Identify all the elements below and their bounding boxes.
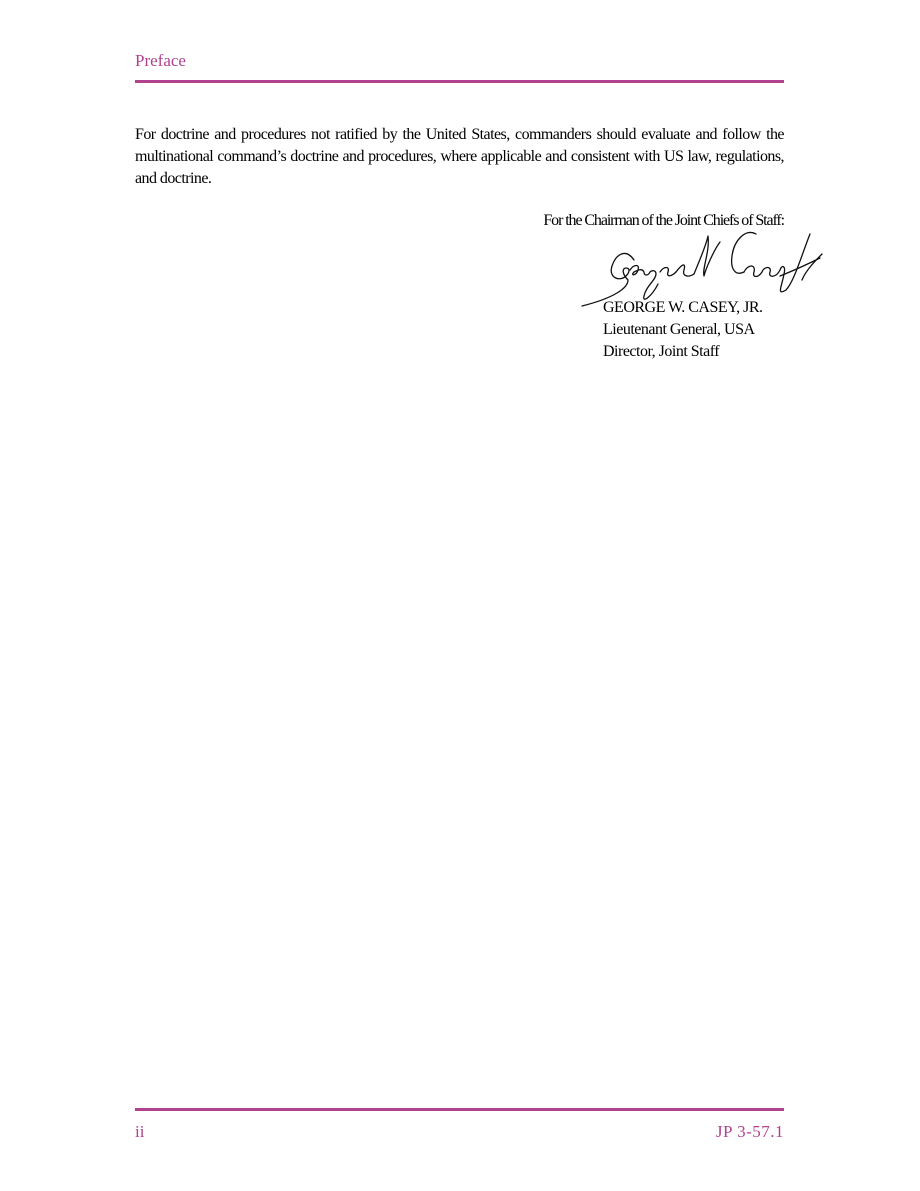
signer-name: GEORGE W. CASEY, JR.	[603, 299, 763, 316]
header-rule	[135, 80, 784, 83]
for-chairman-line: For the Chairman of the Joint Chiefs of Staff:	[543, 212, 784, 229]
footer-rule	[135, 1108, 784, 1111]
signer-position: Director, Joint Staff	[603, 343, 720, 360]
signature-block	[603, 297, 763, 363]
page-number: ii	[135, 1122, 145, 1141]
signer-rank: Lieutenant General, USA	[603, 321, 755, 338]
body-paragraph: For doctrine and procedures not ratified by the United States, commanders should evaluate and follow the multinational command’s doctrine and procedures, where applicable and consistent with US law, regulations, and doctrine.	[135, 126, 784, 187]
page-header-title: Preface	[135, 51, 186, 70]
publication-number: JP 3-57.1	[715, 1122, 784, 1141]
